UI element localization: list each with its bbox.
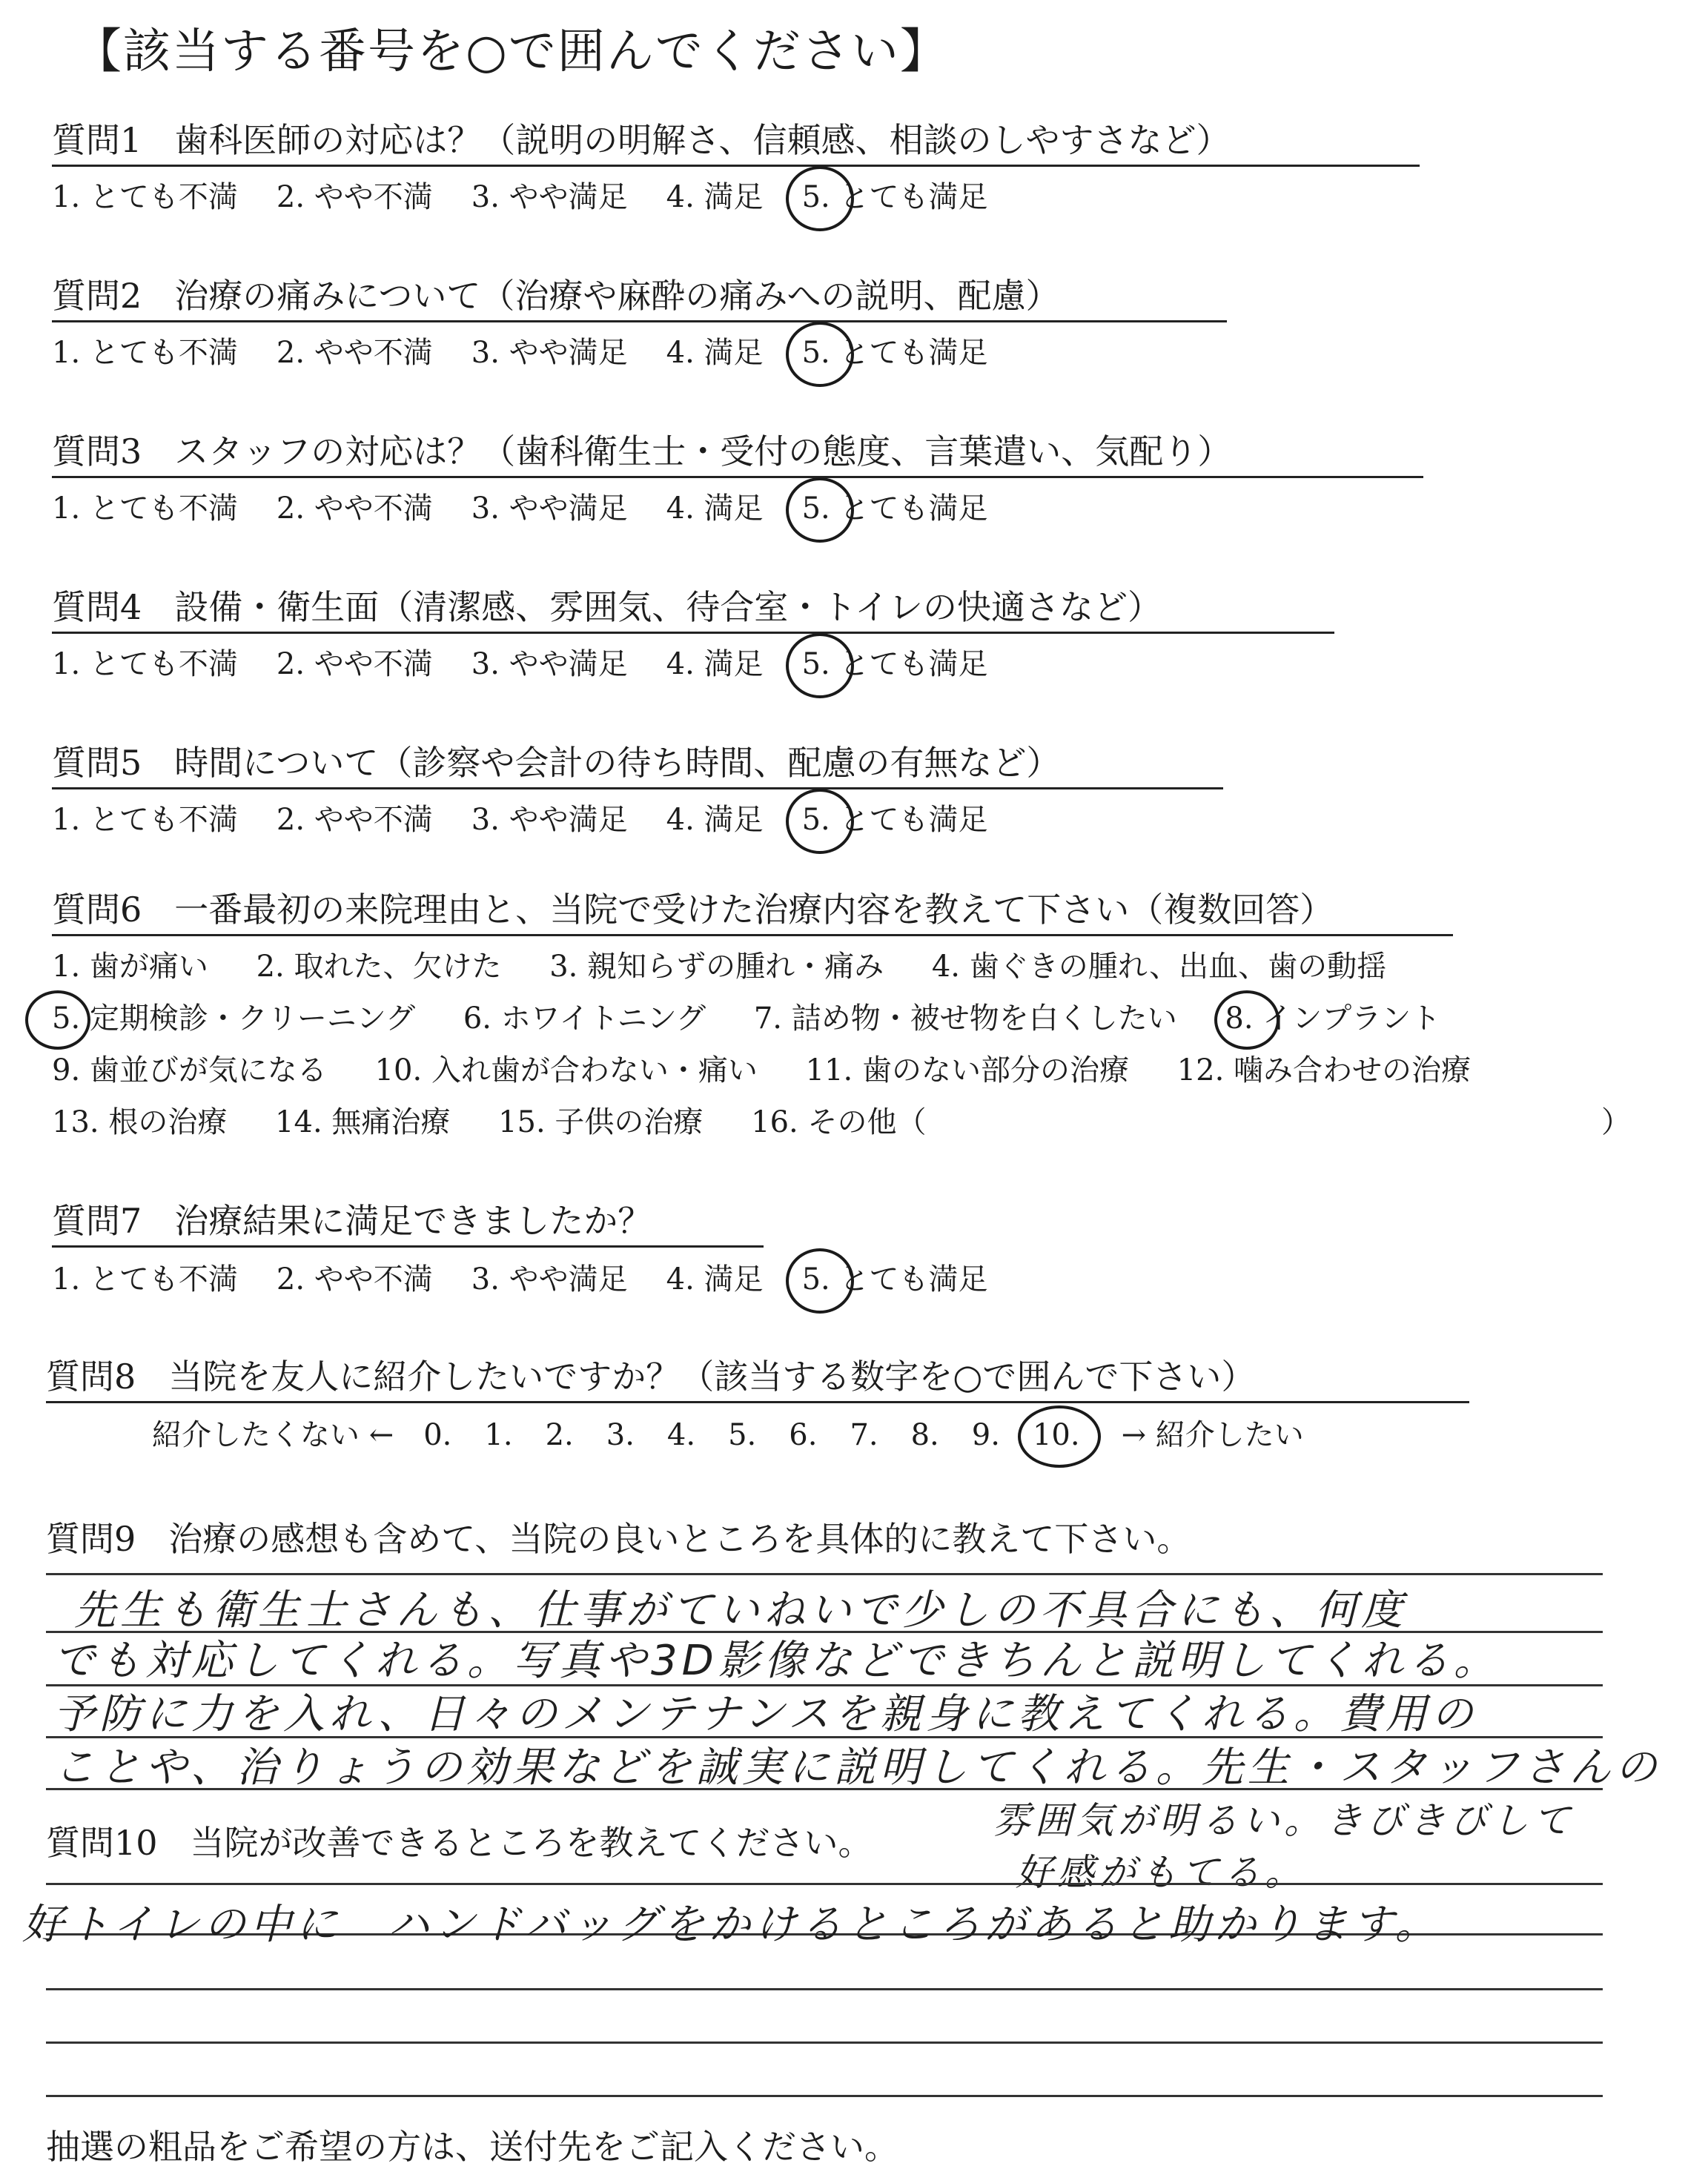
q7-number: 質問7 — [52, 1201, 142, 1241]
q8-number-3[interactable]: 3. — [606, 1418, 635, 1452]
q4-heading — [52, 586, 1334, 634]
q6-option-9[interactable]: 9. 歯並びが気になる — [52, 1053, 327, 1087]
q2-number: 質問2 — [52, 276, 142, 316]
q9-answer-line-2: でも対応してくれる。写真や3D影像などできちんと説明してくれる。 — [53, 1637, 1500, 1685]
q6-option-14[interactable]: 14. 無痛治療 — [275, 1105, 451, 1139]
q6-option-16[interactable]: 16. その他（ — [751, 1105, 927, 1139]
q3-heading — [52, 430, 1423, 478]
q3-option-5[interactable]: 5. とても満足 — [802, 489, 988, 528]
q7-option-2[interactable]: 2. やや不満 — [276, 1262, 433, 1297]
q7-options — [52, 1260, 1026, 1299]
q1-option-2[interactable]: 2. やや不満 — [276, 180, 433, 214]
q4-text: 設備・衛生面（清潔感、雰囲気、待合室・トイレの快適さなど） — [174, 587, 1162, 627]
q4-option-1[interactable]: 1. とても不満 — [52, 647, 238, 681]
q9-answer-line-3: 予防に力を入れ、日々のメンテナンスを親身に教えてくれる。費用の — [53, 1690, 1477, 1738]
q6-option-8[interactable]: 8. インプラント — [1225, 999, 1440, 1038]
q8-number-10[interactable]: 10. — [1033, 1416, 1080, 1454]
q10-line-3 — [46, 1988, 1603, 1990]
q1-option-5[interactable]: 5. とても満足 — [802, 178, 988, 216]
q3-option-2[interactable]: 2. やや不満 — [276, 491, 433, 526]
q9-line-1 — [46, 1573, 1603, 1575]
q8-number-0[interactable]: 0. — [423, 1418, 452, 1452]
q6-option-10[interactable]: 10. 入れ歯が合わない・痛い — [374, 1053, 758, 1087]
q6-other-close: ） — [1601, 1105, 1631, 1139]
q2-options — [52, 334, 1026, 372]
q4-option-2[interactable]: 2. やや不満 — [276, 647, 433, 681]
q2-option-1[interactable]: 1. とても不満 — [52, 336, 238, 370]
q5-text: 時間について（診察や会計の待ち時間、配慮の有無など） — [174, 743, 1061, 783]
q9-number: 質問9 — [46, 1519, 136, 1559]
q3-options — [52, 489, 1026, 528]
q5-option-1[interactable]: 1. とても不満 — [52, 803, 238, 837]
q8-scale — [152, 1416, 1304, 1454]
q6-option-13[interactable]: 13. 根の治療 — [52, 1105, 228, 1139]
q5-heading — [52, 741, 1223, 789]
q3-option-3[interactable]: 3. やや満足 — [471, 491, 628, 526]
q8-number-1[interactable]: 1. — [484, 1418, 513, 1452]
q7-heading — [52, 1199, 764, 1248]
q7-option-1[interactable]: 1. とても不満 — [52, 1262, 238, 1297]
q1-option-1[interactable]: 1. とても不満 — [52, 180, 238, 214]
q6-option-3[interactable]: 3. 親知らずの腫れ・痛み — [549, 950, 884, 984]
q8-text: 当院を友人に紹介したいですか？（該当する数字を○で囲んで下さい） — [168, 1357, 1256, 1397]
q8-number: 質問8 — [46, 1357, 136, 1397]
q10-line-4 — [46, 2041, 1603, 2044]
q3-option-1[interactable]: 1. とても不満 — [52, 491, 238, 526]
q9-answer-overflow-2: 好感がもてる。 — [1016, 1851, 1306, 1894]
q1-text: 歯科医師の対応は？（説明の明解さ、信頼感、相談のしやすさなど） — [174, 120, 1231, 160]
q6-option-5[interactable]: 5. 定期検診・クリーニング — [52, 999, 415, 1038]
q10-line-1 — [46, 1883, 1603, 1885]
q6-heading — [52, 888, 1453, 936]
q9-text: 治療の感想も含めて、当院の良いところを具体的に教えて下さい。 — [168, 1519, 1191, 1559]
q6-option-11[interactable]: 11. 歯のない部分の治療 — [805, 1053, 1129, 1087]
q8-right-label: → 紹介したい — [1121, 1418, 1304, 1452]
q6-option-1[interactable]: 1. 歯が痛い — [52, 950, 208, 984]
q6-number: 質問6 — [52, 890, 142, 930]
q2-heading — [52, 274, 1227, 322]
q6-text: 一番最初の来院理由と、当院で受けた治療内容を教えて下さい（複数回答） — [174, 890, 1334, 930]
q8-number-8[interactable]: 8. — [910, 1418, 939, 1452]
q8-number-7[interactable]: 7. — [850, 1418, 878, 1452]
q6-row4 — [52, 1103, 1631, 1142]
q4-option-5[interactable]: 5. とても満足 — [802, 645, 988, 683]
q6-option-2[interactable]: 2. 取れた、欠けた — [256, 950, 502, 984]
q8-number-9[interactable]: 9. — [971, 1418, 1000, 1452]
q10-heading — [46, 1816, 873, 1865]
q6-option-7[interactable]: 7. 詰め物・被せ物を白くしたい — [753, 1001, 1177, 1036]
q4-option-3[interactable]: 3. やや満足 — [471, 647, 628, 681]
q8-heading — [46, 1355, 1469, 1403]
q4-options — [52, 645, 1026, 683]
q8-number-2[interactable]: 2. — [545, 1418, 574, 1452]
q6-row3 — [52, 1051, 1509, 1090]
q5-option-2[interactable]: 2. やや不満 — [276, 803, 433, 837]
q10-line-5 — [46, 2095, 1603, 2097]
q9-answer-overflow-1: 雰囲気が明るい。きびきびして — [993, 1799, 1575, 1842]
q2-option-3[interactable]: 3. やや満足 — [471, 336, 628, 370]
q4-number: 質問4 — [52, 587, 142, 627]
q5-number: 質問5 — [52, 743, 142, 783]
q8-number-5[interactable]: 5. — [728, 1418, 757, 1452]
q9-heading — [46, 1512, 1191, 1561]
q2-option-4[interactable]: 4. 満足 — [666, 336, 764, 370]
q6-row2 — [52, 999, 1479, 1038]
q6-option-15[interactable]: 15. 子供の治療 — [498, 1105, 704, 1139]
q7-option-4[interactable]: 4. 満足 — [666, 1262, 764, 1297]
q10-text: 当院が改善できるところを教えてください。 — [190, 1823, 873, 1863]
footer-note: 抽選の粗品をご希望の方は、送付先をご記入ください。 — [46, 2127, 898, 2167]
q6-option-4[interactable]: 4. 歯ぐきの腫れ、出血、歯の動揺 — [931, 950, 1387, 984]
q2-text: 治療の痛みについて（治療や麻酔の痛みへの説明、配慮） — [174, 276, 1060, 316]
q7-text: 治療結果に満足できましたか？ — [174, 1201, 652, 1241]
q1-number: 質問1 — [52, 120, 142, 160]
q1-option-3[interactable]: 3. やや満足 — [471, 180, 628, 214]
q3-number: 質問3 — [52, 431, 142, 471]
q6-option-6[interactable]: 6. ホワイトニング — [463, 1001, 706, 1036]
q1-heading — [52, 119, 1420, 167]
q7-option-3[interactable]: 3. やや満足 — [471, 1262, 628, 1297]
q8-numbers — [423, 1416, 1112, 1454]
q3-text: スタッフの対応は？（歯科衛生士・受付の態度、言葉遣い、気配り） — [174, 431, 1232, 471]
q5-option-5[interactable]: 5. とても満足 — [802, 801, 988, 839]
q8-number-4[interactable]: 4. — [666, 1418, 696, 1452]
q5-option-4[interactable]: 4. 満足 — [666, 803, 764, 837]
q8-left-label: 紹介したくない ← — [152, 1418, 394, 1452]
q2-option-2[interactable]: 2. やや不満 — [276, 336, 433, 370]
q5-option-3[interactable]: 3. やや満足 — [471, 803, 628, 837]
q10-number: 質問10 — [46, 1823, 158, 1863]
q6-option-12[interactable]: 12. 噛み合わせの治療 — [1176, 1053, 1472, 1087]
q6-row1 — [52, 947, 1425, 986]
q5-options — [52, 801, 1026, 839]
q1-options — [52, 178, 1026, 216]
q2-option-5[interactable]: 5. とても満足 — [802, 334, 988, 372]
q9-answer-line-4: ことや、治りょうの効果などを誠実に説明してくれる。先生・スタッフさんの — [53, 1744, 1661, 1792]
page-title: 【該当する番号を○で囲んでください】 — [74, 24, 949, 79]
q9-answer-line-1: 先生も衛生士さんも、仕事がていねいで少しの不具合にも、何度 — [74, 1586, 1407, 1635]
q1-option-4[interactable]: 4. 満足 — [666, 180, 764, 214]
q10-answer-line-1: 好トイレの中に ハンドバッグをかけるところがあると助かります。 — [22, 1901, 1441, 1949]
q4-option-4[interactable]: 4. 満足 — [666, 647, 764, 681]
q7-option-5[interactable]: 5. とても満足 — [802, 1260, 988, 1299]
q3-option-4[interactable]: 4. 満足 — [666, 491, 764, 526]
q8-number-6[interactable]: 6. — [789, 1418, 818, 1452]
